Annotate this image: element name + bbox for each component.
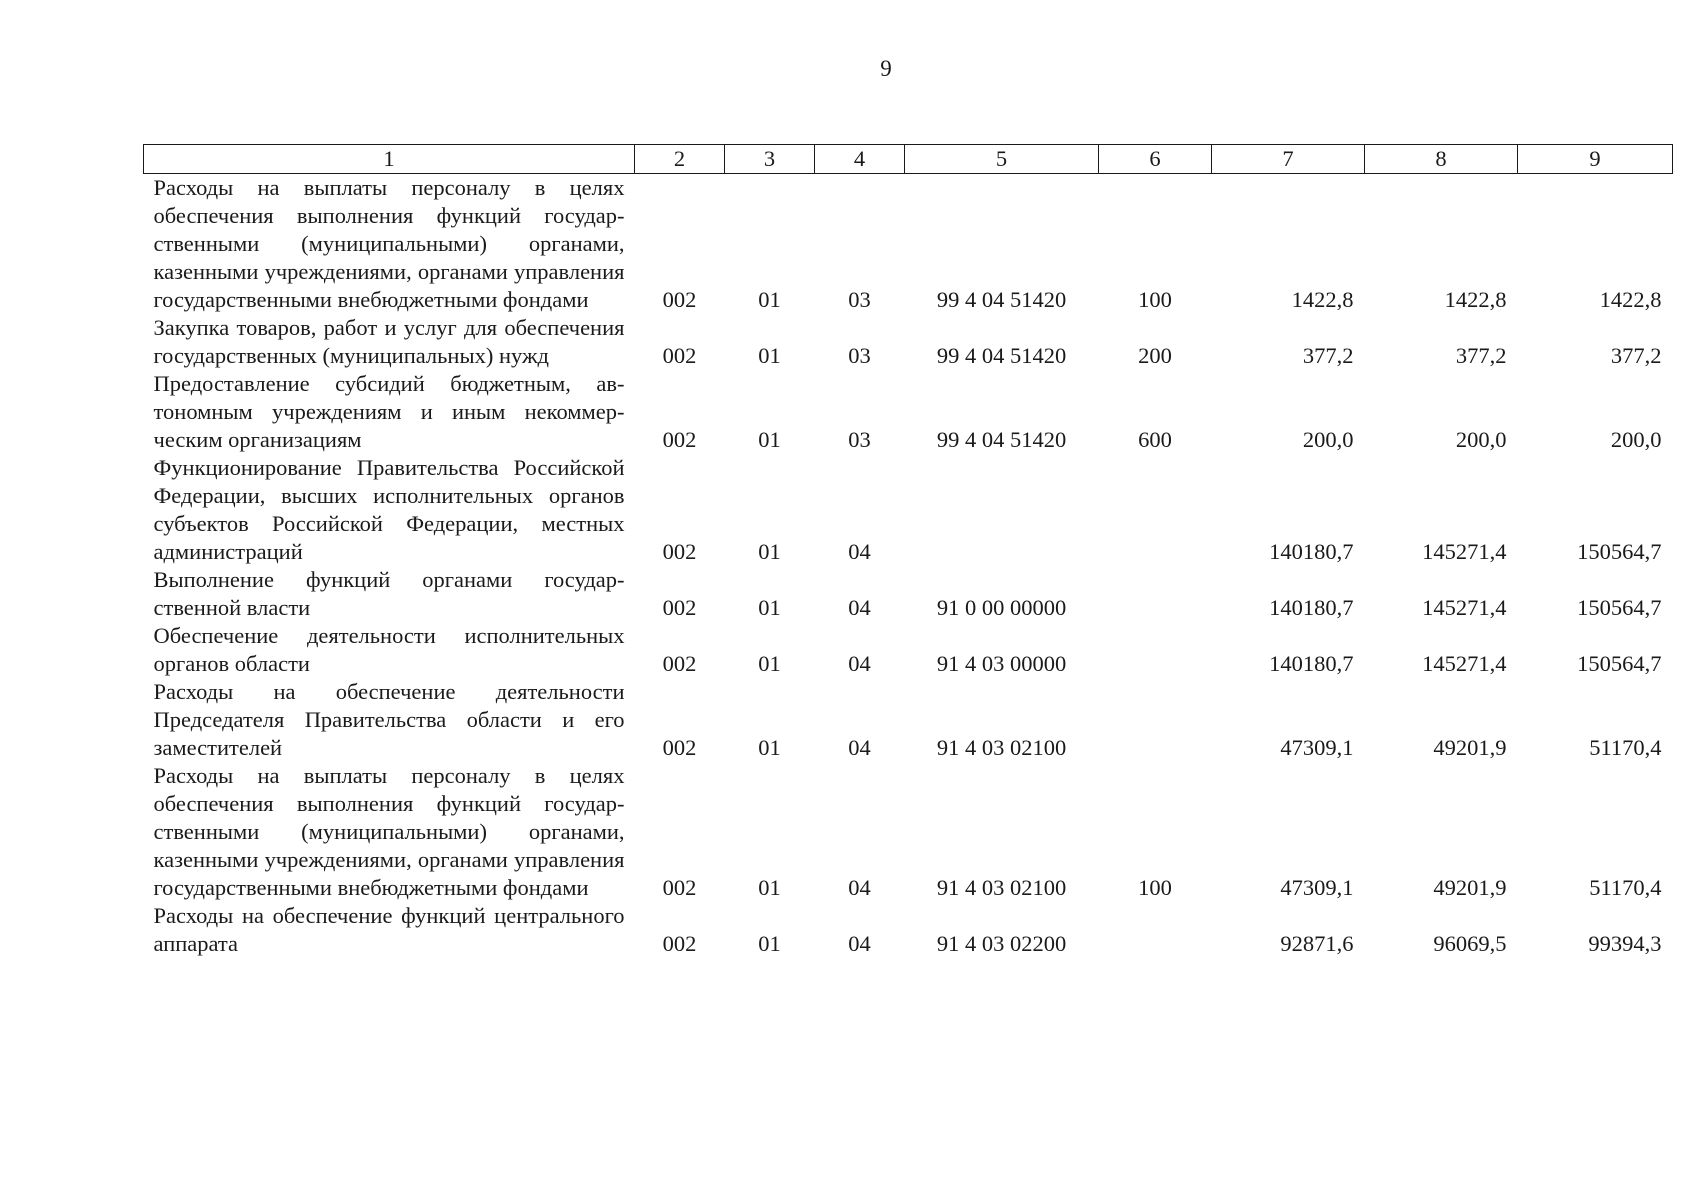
- row-amount-col-7: 92871,6: [1280, 931, 1354, 956]
- row-expense-type-code: 600: [1138, 427, 1172, 452]
- row-name: Расходы на выплаты персоналу в целях обеспечения выполнения функций государственными (муниципальными) органами, казенными учреждениями, органами управления государственными внебюджетными фондами: [153, 763, 625, 900]
- table-body: [144, 174, 1673, 959]
- header-col-8: 8: [1365, 145, 1518, 174]
- budget-table: [143, 144, 1673, 958]
- row-subsection-code: 04: [848, 651, 871, 676]
- table-row: [144, 566, 1673, 622]
- row-expense-type-code: 100: [1138, 287, 1172, 312]
- row-target-code: 91 4 03 02100: [936, 735, 1067, 760]
- row-section-code: 01: [758, 343, 781, 368]
- row-amount-col-8: 200,0: [1455, 427, 1507, 452]
- row-expense-type-code: 100: [1138, 875, 1172, 900]
- row-expense-type-code: [1099, 566, 1212, 622]
- row-name: Расходы на обеспечение деятельности Председателя Правительства области и его заместителей: [153, 679, 625, 760]
- row-ministry-code: 002: [662, 287, 697, 312]
- row-ministry-code: 002: [662, 539, 697, 564]
- row-section-code: 01: [758, 651, 781, 676]
- row-target-code: 91 4 03 00000: [936, 651, 1067, 676]
- row-amount-col-8: 49201,9: [1433, 875, 1507, 900]
- row-target-code: 91 4 03 02200: [936, 931, 1067, 956]
- row-name: Обеспечение деятельности исполнительных органов области: [153, 623, 625, 676]
- table-row: [144, 174, 1673, 315]
- row-amount-col-7: 140180,7: [1269, 539, 1354, 564]
- table-row: [144, 314, 1673, 370]
- row-target-code: 91 0 00 00000: [936, 595, 1067, 620]
- row-name: Предоставление субсидий бюджетным, автономным учреждениям и иным некоммерческим организациям: [153, 371, 625, 452]
- row-amount-col-9: 51170,4: [1589, 875, 1662, 900]
- row-target-code: [905, 454, 1099, 566]
- row-amount-col-8: 1422,8: [1444, 287, 1507, 312]
- row-amount-col-7: 140180,7: [1269, 595, 1354, 620]
- header-col-4: 4: [815, 145, 905, 174]
- row-subsection-code: 03: [848, 343, 871, 368]
- header-col-7: 7: [1212, 145, 1365, 174]
- row-target-code: 99 4 04 51420: [936, 343, 1067, 368]
- row-amount-col-9: 200,0: [1610, 427, 1662, 452]
- row-amount-col-7: 47309,1: [1280, 875, 1354, 900]
- row-amount-col-7: 377,2: [1302, 343, 1354, 368]
- row-section-code: 01: [758, 875, 781, 900]
- row-ministry-code: 002: [662, 651, 697, 676]
- row-section-code: 01: [758, 931, 781, 956]
- row-subsection-code: 04: [848, 539, 871, 564]
- row-ministry-code: 002: [662, 427, 697, 452]
- row-section-code: 01: [758, 735, 781, 760]
- row-amount-col-9: 150564,7: [1577, 539, 1662, 564]
- table-row: [144, 622, 1673, 678]
- row-ministry-code: 002: [662, 735, 697, 760]
- row-amount-col-7: 140180,7: [1269, 651, 1354, 676]
- table-row: [144, 678, 1673, 762]
- row-amount-col-7: 1422,8: [1291, 287, 1354, 312]
- table-row: [144, 370, 1673, 454]
- header-col-9: 9: [1518, 145, 1673, 174]
- row-amount-col-7: 200,0: [1302, 427, 1354, 452]
- row-amount-col-8: 377,2: [1455, 343, 1507, 368]
- row-target-code: 99 4 04 51420: [936, 287, 1067, 312]
- row-subsection-code: 03: [848, 287, 871, 312]
- row-section-code: 01: [758, 427, 781, 452]
- row-amount-col-9: 377,2: [1610, 343, 1662, 368]
- row-name: Расходы на обеспечение функций центрального аппарата: [153, 903, 625, 956]
- row-amount-col-8: 145271,4: [1422, 539, 1507, 564]
- row-amount-col-8: 96069,5: [1433, 931, 1507, 956]
- row-amount-col-9: 150564,7: [1577, 595, 1662, 620]
- row-name: Функционирование Правительства Российской Федерации, высших исполнительных органов субъектов Российской Федерации, местных администраций: [153, 455, 625, 564]
- row-section-code: 01: [758, 539, 781, 564]
- row-expense-type-code: [1099, 454, 1212, 566]
- row-subsection-code: 04: [848, 735, 871, 760]
- row-subsection-code: 03: [848, 427, 871, 452]
- row-target-code: 99 4 04 51420: [936, 427, 1067, 452]
- row-expense-type-code: [1099, 902, 1212, 958]
- row-subsection-code: 04: [848, 595, 871, 620]
- row-ministry-code: 002: [662, 931, 697, 956]
- header-col-2: 2: [635, 145, 725, 174]
- header-col-5: 5: [905, 145, 1099, 174]
- row-ministry-code: 002: [662, 595, 697, 620]
- row-amount-col-8: 145271,4: [1422, 595, 1507, 620]
- row-amount-col-9: 51170,4: [1589, 735, 1662, 760]
- row-amount-col-9: 1422,8: [1599, 287, 1662, 312]
- row-amount-col-9: 150564,7: [1577, 651, 1662, 676]
- header-col-6: 6: [1099, 145, 1212, 174]
- row-name: Закупка товаров, работ и услуг для обеспечения государственных (муниципальных) нужд: [153, 315, 625, 368]
- row-name: Выполнение функций органами государственной власти: [153, 567, 625, 620]
- page-number: 9: [880, 56, 892, 81]
- table-row: [144, 454, 1673, 566]
- row-amount-col-9: 99394,3: [1588, 931, 1662, 956]
- row-amount-col-8: 145271,4: [1422, 651, 1507, 676]
- table-row: [144, 902, 1673, 958]
- row-amount-col-7: 47309,1: [1280, 735, 1354, 760]
- row-expense-type-code: [1099, 622, 1212, 678]
- row-amount-col-8: 49201,9: [1433, 735, 1507, 760]
- table-row: [144, 762, 1673, 902]
- header-col-1: 1: [144, 145, 635, 174]
- row-expense-type-code: [1099, 678, 1212, 762]
- row-name: Расходы на выплаты персоналу в целях обеспечения выполнения функций государственными (муниципальными) органами, казенными учреждениями, органами управления государственными внебюджетными фондами: [153, 175, 625, 312]
- row-section-code: 01: [758, 287, 781, 312]
- table-header: [144, 145, 1673, 174]
- row-subsection-code: 04: [848, 875, 871, 900]
- header-col-3: 3: [725, 145, 815, 174]
- row-subsection-code: 04: [848, 931, 871, 956]
- row-ministry-code: 002: [662, 875, 697, 900]
- header-row: [144, 145, 1673, 174]
- row-section-code: 01: [758, 595, 781, 620]
- row-target-code: 91 4 03 02100: [936, 875, 1067, 900]
- row-expense-type-code: 200: [1138, 343, 1172, 368]
- row-ministry-code: 002: [662, 343, 697, 368]
